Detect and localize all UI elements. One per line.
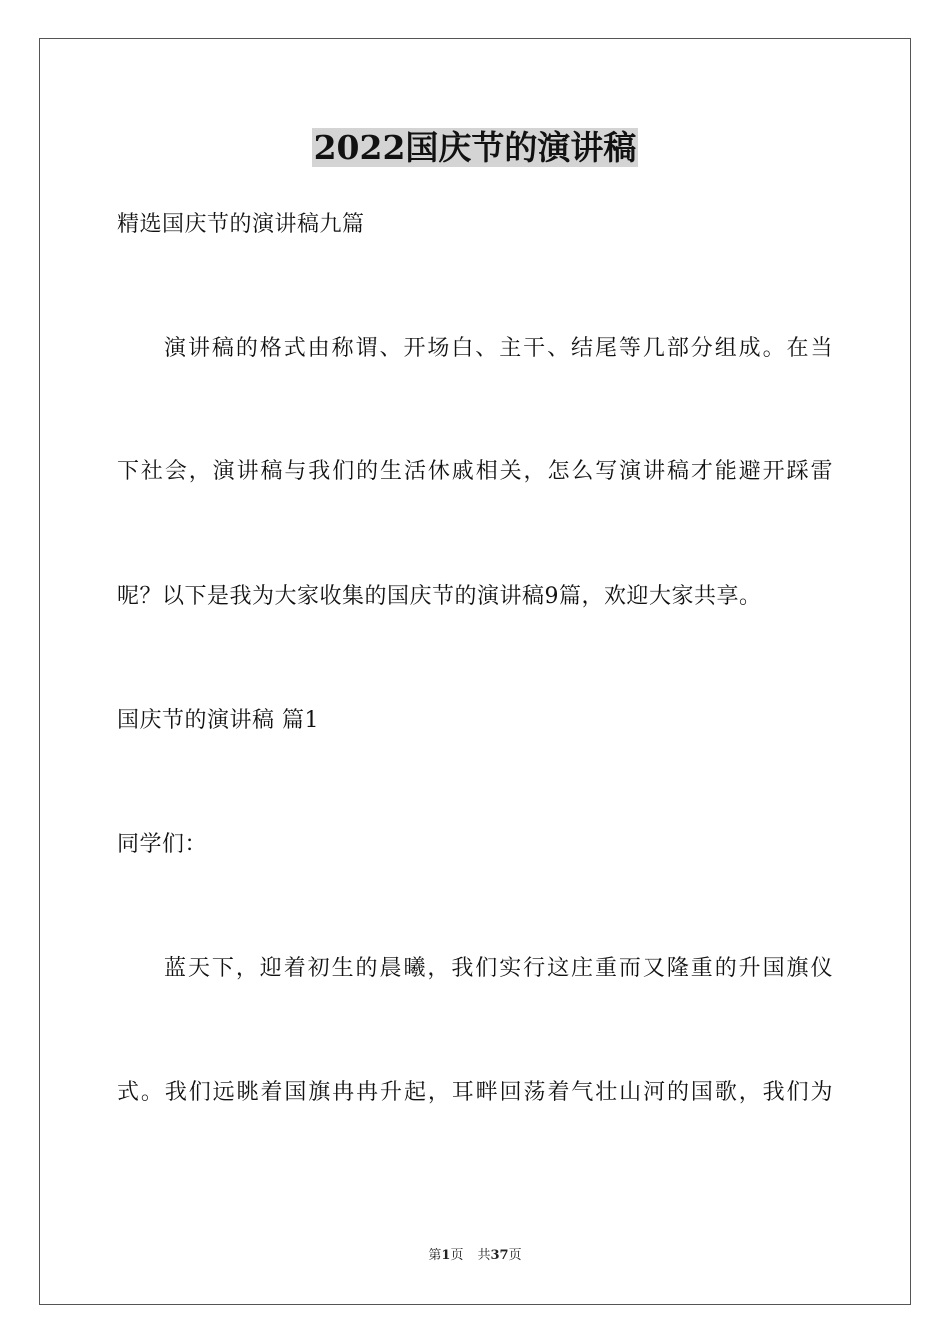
- paragraph-line: 蓝天下，迎着初生的晨曦，我们实行这庄重而又隆重的升国旗仪: [164, 956, 833, 981]
- total-prefix: 共: [477, 1248, 491, 1263]
- total-suffix: 页: [508, 1248, 522, 1263]
- page-suffix: 页: [450, 1248, 464, 1263]
- section-heading: 国庆节的演讲稿 篇1: [117, 708, 319, 733]
- page-footer: [0, 1247, 950, 1265]
- paragraph-line: 式。我们远眺着国旗冉冉升起，耳畔回荡着气壮山河的国歌，我们为: [117, 1080, 833, 1105]
- document-title-text: 2022国庆节的演讲稿: [313, 128, 637, 167]
- paragraph-line: 下社会，演讲稿与我们的生活休戚相关，怎么写演讲稿才能避开踩雷: [117, 459, 833, 484]
- document-title: [0, 126, 950, 170]
- subtitle-line: 精选国庆节的演讲稿九篇: [117, 212, 365, 237]
- page-number: 1: [441, 1248, 451, 1263]
- paragraph-line: 演讲稿的格式由称谓、开场白、主干、结尾等几部分组成。在当: [164, 336, 833, 361]
- salutation-line: 同学们：: [117, 832, 208, 857]
- page-prefix: 第: [428, 1248, 442, 1263]
- paragraph-line: 呢？以下是我为大家收集的国庆节的演讲稿9篇，欢迎大家共享。: [117, 584, 762, 609]
- total-pages: 37: [490, 1248, 509, 1263]
